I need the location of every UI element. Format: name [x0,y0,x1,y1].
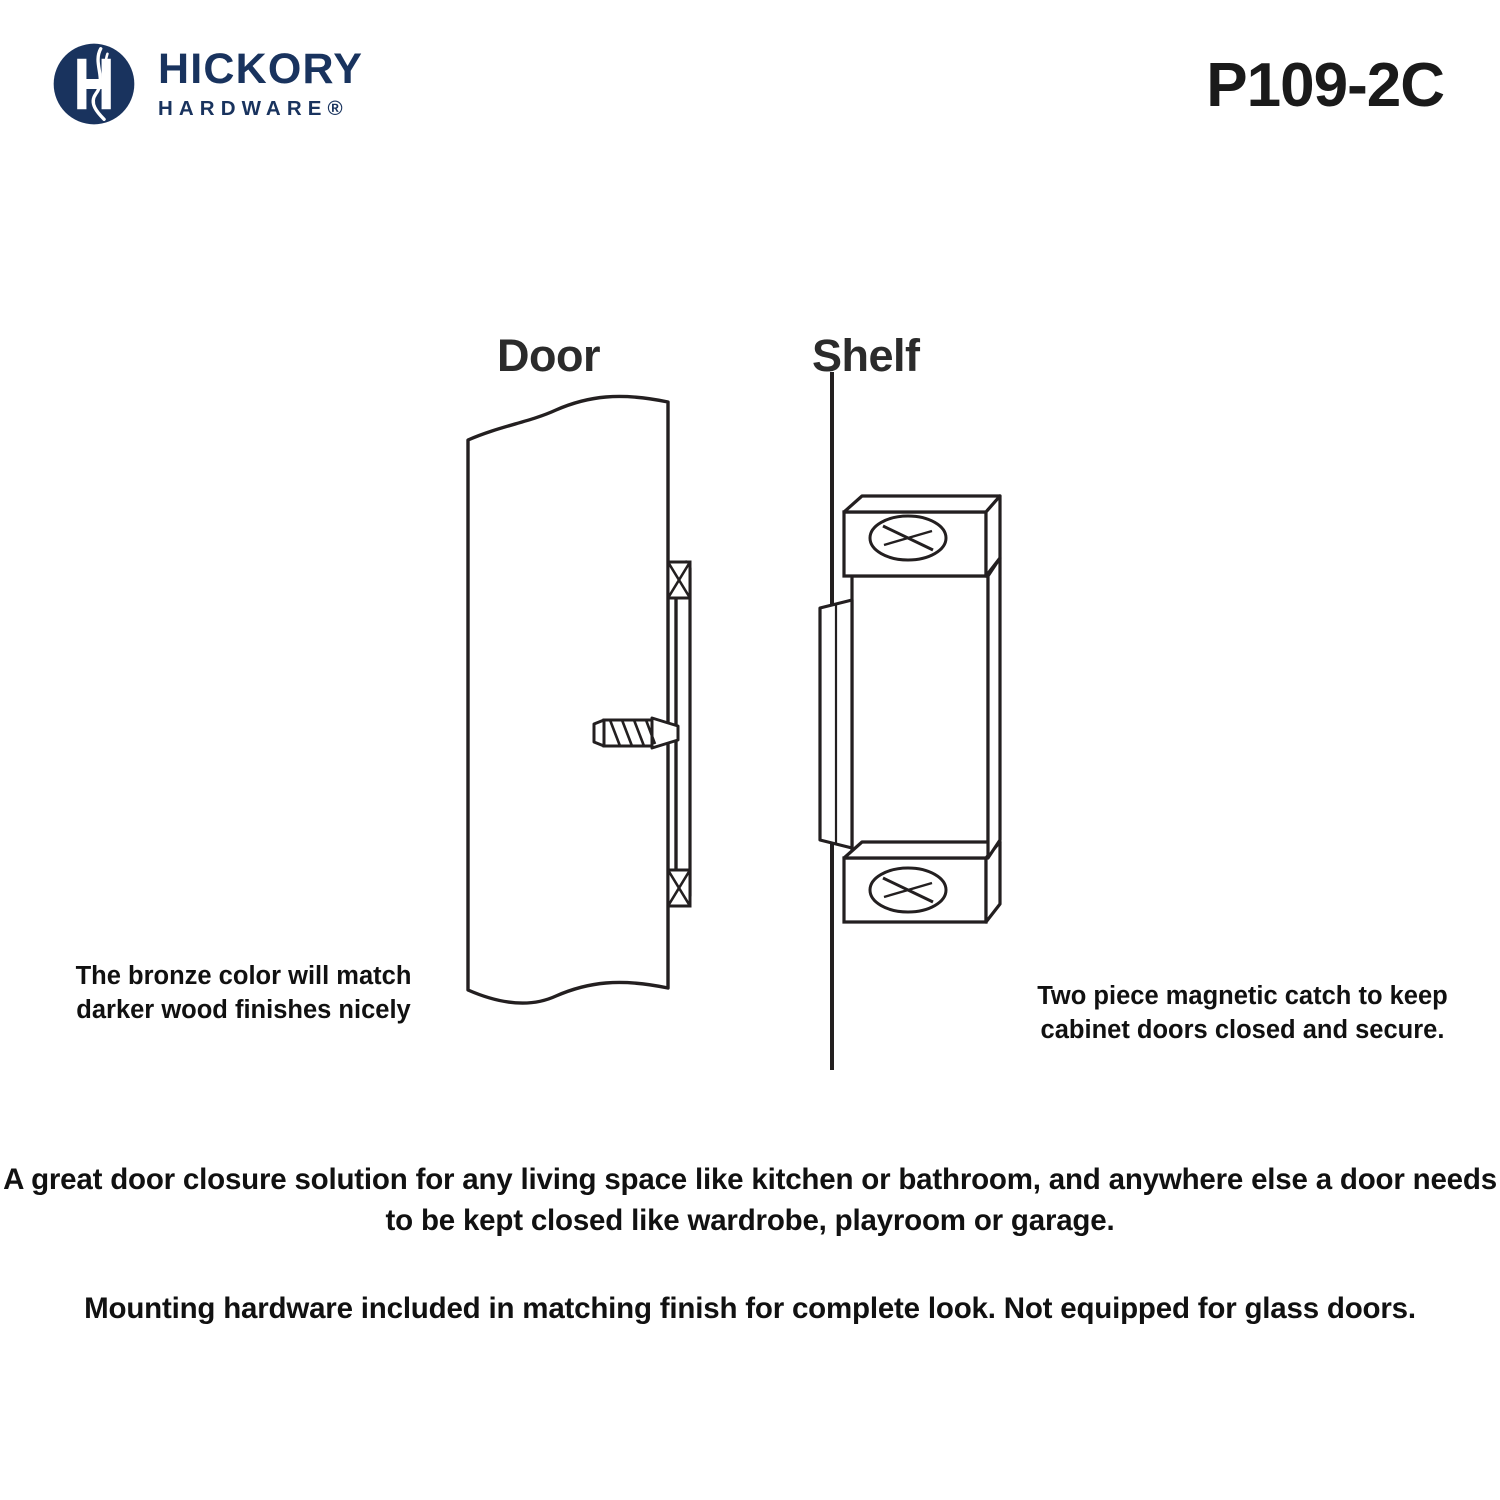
description-paragraph-2: Mounting hardware included in matching finish for complete look. Not equipped for glass doors. [84,1292,1416,1326]
mounting-screw [594,718,678,748]
shelf-label: Shelf [812,330,920,381]
callout-right: Two piece magnetic catch to keep cabinet doors closed and secure. [1037,982,1448,1044]
catch-screw-top [870,516,946,560]
door-panel [468,396,668,1003]
brand-name: HICKORY [158,45,364,94]
door-label: Door [497,330,600,381]
catch-screw-bottom [870,868,946,912]
model-number: P109-2C [1206,51,1444,120]
brand-wordmark [158,45,364,121]
brand-subtitle: HARDWARE® [158,97,349,121]
header [0,0,1500,170]
callout-left: The bronze color will match darker wood finishes nicely [75,962,412,1024]
description-paragraph-1: A great door closure solution for any living space like kitchen or bathroom, and anywhere else a door needs to be kept closed like wardrobe, playroom or garage. [3,1163,1497,1237]
bottom-description [0,1160,1500,1330]
product-diagram [0,300,1500,1130]
brand-logo [52,42,363,126]
hickory-circle-logo-icon [52,42,136,126]
